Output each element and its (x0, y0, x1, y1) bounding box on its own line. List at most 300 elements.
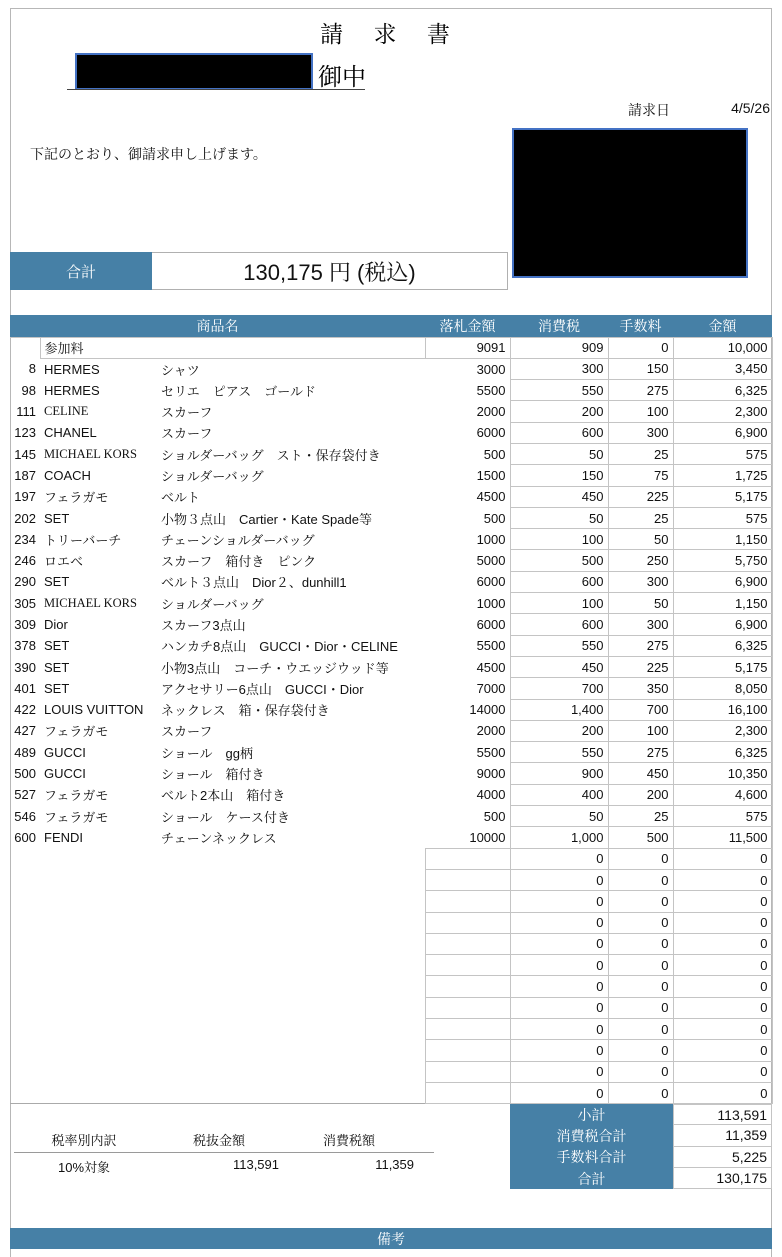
item-bid-amount (425, 933, 510, 954)
item-bid-amount: 5500 (476, 382, 506, 398)
item-desc (157, 955, 425, 976)
item-amount: 575 (673, 443, 772, 464)
item-row (10, 827, 772, 848)
item-bid-amount: 500 (483, 510, 506, 526)
item-amount: 0 (673, 891, 772, 912)
item-desc (157, 912, 425, 933)
item-bid-amount (425, 848, 510, 869)
item-bid-amount: 6000 (476, 617, 506, 632)
sender-redaction-box (512, 128, 748, 278)
item-no: 98 (21, 382, 36, 398)
empty-row (10, 848, 772, 869)
summary-row (510, 1168, 772, 1189)
item-tax: 900 (510, 763, 608, 784)
item-amount: 6,325 (673, 380, 772, 401)
item-desc: 小物３点山 Cartier・Kate Spade等 (161, 511, 372, 527)
item-no: 290 (14, 574, 36, 590)
item-amount: 0 (673, 1061, 772, 1082)
item-tax: 0 (510, 869, 608, 890)
item-bid-amount: 500 (483, 808, 506, 824)
item-amount: 0 (673, 869, 772, 890)
item-tax: 500 (510, 550, 608, 571)
item-tax: 0 (510, 848, 608, 869)
item-amount: 575 (673, 507, 772, 528)
item-amount: 6,900 (673, 614, 772, 635)
item-fee: 0 (608, 1019, 673, 1040)
item-brand (40, 955, 157, 976)
tax-breakdown-header-row (14, 1130, 434, 1153)
item-no: 489 (14, 744, 36, 760)
item-amount: 0 (673, 933, 772, 954)
tax-breakdown-value-row (14, 1153, 434, 1176)
item-no: 8 (28, 361, 36, 377)
item-no (10, 955, 40, 976)
item-fee: 0 (608, 1040, 673, 1061)
item-tax: 600 (510, 614, 608, 635)
item-row (10, 806, 772, 827)
item-amount: 4,600 (673, 784, 772, 805)
empty-row (10, 869, 772, 890)
item-fee: 275 (608, 635, 673, 656)
item-fee: 350 (608, 678, 673, 699)
empty-row (10, 1040, 772, 1061)
item-brand (40, 933, 157, 954)
empty-row (10, 955, 772, 976)
item-fee: 225 (608, 486, 673, 507)
item-amount: 2,300 (673, 720, 772, 741)
item-bid-amount: 14000 (469, 702, 506, 718)
item-tax: 600 (510, 571, 608, 592)
summary-value: 11,359 (673, 1125, 772, 1146)
item-amount: 3,450 (673, 358, 772, 379)
item-desc (157, 997, 425, 1018)
item-no (10, 1061, 40, 1082)
item-no (10, 848, 40, 869)
item-tax: 450 (510, 656, 608, 677)
item-desc (157, 848, 425, 869)
summary-value: 130,175 (673, 1168, 772, 1189)
item-desc (157, 1082, 425, 1103)
item-desc: ショルダーバッグ スト・保存袋付き (161, 447, 381, 463)
item-no (10, 337, 40, 358)
summary-label: 手数料合計 (510, 1147, 673, 1168)
item-tax: 300 (510, 358, 608, 379)
empty-row (10, 933, 772, 954)
item-brand (40, 1019, 157, 1040)
empty-row (10, 1082, 772, 1103)
item-tax: 0 (510, 976, 608, 997)
item-amount: 0 (673, 1019, 772, 1040)
item-fee: 700 (608, 699, 673, 720)
item-bid-amount: 1500 (476, 467, 506, 483)
total-banner-label: 合計 (10, 252, 152, 290)
item-fee: 200 (608, 784, 673, 805)
item-no (10, 1040, 40, 1061)
item-row (10, 422, 772, 443)
item-desc: ショルダーバッグ (161, 468, 264, 484)
summary-row (510, 1125, 772, 1146)
item-bid-amount: 6000 (476, 425, 506, 441)
summary-block (510, 1104, 772, 1189)
item-row (10, 486, 772, 507)
item-fee: 75 (608, 465, 673, 486)
item-bid-amount (425, 997, 510, 1018)
item-brand: フェラガモ (44, 809, 109, 825)
item-no (10, 976, 40, 997)
empty-row (10, 997, 772, 1018)
summary-row (510, 1104, 772, 1125)
item-fee: 0 (608, 891, 673, 912)
item-desc (157, 1019, 425, 1040)
item-no (10, 997, 40, 1018)
item-tax: 1,400 (510, 699, 608, 720)
item-brand: ロエベ (44, 554, 84, 570)
header-bid-amount: 落札金額 (425, 315, 510, 337)
item-desc: ベルト2本山 箱付き (161, 788, 286, 804)
item-fee: 0 (608, 1061, 673, 1082)
empty-row (10, 1019, 772, 1040)
item-tax: 550 (510, 635, 608, 656)
item-no: 246 (14, 553, 36, 569)
item-amount: 1,725 (673, 465, 772, 486)
item-row (10, 720, 772, 741)
item-fee: 275 (608, 742, 673, 763)
item-amount: 0 (673, 955, 772, 976)
item-amount: 0 (673, 1082, 772, 1103)
tax-rate-target: 10%対象 (57, 1160, 111, 1175)
item-fee: 0 (608, 848, 673, 869)
item-row (10, 784, 772, 805)
item-tax: 0 (510, 891, 608, 912)
item-brand: SET (44, 510, 70, 526)
header-item-name: 商品名 (10, 315, 425, 337)
item-no: 546 (14, 808, 36, 824)
item-amount: 0 (673, 848, 772, 869)
item-fee: 250 (608, 550, 673, 571)
item-bid-amount (425, 976, 510, 997)
item-no: 111 (16, 404, 36, 420)
item-no (10, 869, 40, 890)
item-desc: ハンカチ8点山 GUCCI・Dior・CELINE (161, 639, 398, 655)
item-bid-amount: 500 (483, 446, 506, 462)
item-amount: 5,175 (673, 486, 772, 507)
item-tax: 50 (510, 507, 608, 528)
item-desc: スカーフ3点山 (161, 618, 246, 633)
item-brand: SET (44, 659, 70, 675)
item-bid-amount: 2000 (476, 723, 506, 739)
item-row (10, 742, 772, 763)
empty-row (10, 976, 772, 997)
item-fee: 150 (608, 358, 673, 379)
item-row (10, 529, 772, 550)
item-tax: 50 (510, 443, 608, 464)
item-fee: 0 (608, 933, 673, 954)
item-fee: 25 (608, 806, 673, 827)
item-no (10, 1082, 40, 1103)
item-amount: 16,100 (673, 699, 772, 720)
item-amount: 8,050 (673, 678, 772, 699)
item-tax: 200 (510, 401, 608, 422)
item-tax: 909 (510, 337, 608, 358)
item-desc (157, 1061, 425, 1082)
item-no: 309 (14, 617, 36, 632)
item-brand: フェラガモ (44, 490, 109, 506)
item-no: 123 (14, 425, 36, 441)
item-no: 187 (14, 467, 36, 483)
item-desc (157, 976, 425, 997)
item-brand: Dior (44, 617, 68, 632)
summary-label: 消費税合計 (510, 1125, 673, 1146)
recipient-redaction-box (75, 53, 313, 90)
item-brand: COACH (44, 467, 91, 483)
item-row (10, 678, 772, 699)
item-row (10, 699, 772, 720)
item-row (10, 358, 772, 379)
item-no (10, 912, 40, 933)
item-no: 378 (14, 638, 36, 654)
item-amount: 6,325 (673, 742, 772, 763)
item-no: 145 (14, 446, 36, 462)
item-no: 500 (14, 766, 36, 782)
item-tax: 550 (510, 380, 608, 401)
item-desc: ベルト３点山 Dior２、dunhill1 (161, 575, 347, 591)
item-no: 305 (14, 595, 36, 611)
item-no (10, 891, 40, 912)
item-brand: LOUIS VUITTON (44, 702, 144, 718)
item-brand: MICHAEL KORS (44, 446, 137, 461)
item-fee: 0 (608, 955, 673, 976)
items-header-row (10, 315, 772, 337)
item-amount: 5,750 (673, 550, 772, 571)
summary-label: 合計 (510, 1168, 673, 1189)
item-desc: セリエ ピアス ゴールド (161, 383, 316, 399)
item-tax: 0 (510, 912, 608, 933)
item-fee: 0 (608, 976, 673, 997)
item-desc: チェーンショルダーバッグ (161, 532, 315, 548)
item-bid-amount (425, 912, 510, 933)
item-brand (40, 997, 157, 1018)
item-desc (157, 1040, 425, 1061)
tax-excluded-amount: 113,591 (232, 1157, 279, 1172)
item-fee: 50 (608, 593, 673, 614)
item-fee: 225 (608, 656, 673, 677)
item-desc: チェーンネックレス (161, 830, 277, 846)
item-fee: 0 (608, 337, 673, 358)
item-amount: 0 (673, 997, 772, 1018)
item-tax: 0 (510, 933, 608, 954)
item-fee: 100 (608, 401, 673, 422)
item-tax: 550 (510, 742, 608, 763)
item-brand: GUCCI (44, 744, 86, 760)
item-bid-amount: 4000 (476, 787, 506, 803)
item-row (10, 465, 772, 486)
summary-row (510, 1147, 772, 1168)
item-desc: スカーフ 箱付き ピンク (161, 554, 317, 570)
item-fee: 450 (608, 763, 673, 784)
item-tax: 450 (510, 486, 608, 507)
item-amount: 0 (673, 912, 772, 933)
item-fee: 0 (608, 1082, 673, 1103)
item-brand: CHANEL (44, 425, 97, 441)
item-brand: MICHAEL KORS (44, 595, 137, 610)
item-no: 234 (14, 531, 36, 547)
item-brand (40, 848, 157, 869)
item-no: 390 (14, 659, 36, 675)
item-bid-amount: 4500 (476, 489, 506, 505)
item-fee: 25 (608, 443, 673, 464)
item-brand (40, 1082, 157, 1103)
item-row (10, 635, 772, 656)
item-fee: 300 (608, 571, 673, 592)
item-tax: 0 (510, 1061, 608, 1082)
recipient-honorific: 御中 (318, 64, 366, 91)
item-tax: 700 (510, 678, 608, 699)
item-brand: SET (44, 638, 70, 654)
item-brand (40, 976, 157, 997)
item-tax: 50 (510, 806, 608, 827)
item-amount: 0 (673, 976, 772, 997)
item-bid-amount (425, 1061, 510, 1082)
item-row (10, 401, 772, 422)
item-desc: スカーフ (161, 426, 213, 442)
item-brand: SET (44, 574, 70, 590)
item-bid-amount (425, 1040, 510, 1061)
item-bid-amount: 4500 (476, 659, 506, 675)
item-row (10, 507, 772, 528)
item-row (10, 656, 772, 677)
item-bid-amount: 9091 (425, 337, 510, 358)
items-table (10, 315, 773, 1104)
empty-row (10, 1061, 772, 1082)
tax-amount: 11,359 (375, 1157, 414, 1172)
item-desc: スカーフ (161, 405, 213, 421)
item-amount: 1,150 (673, 529, 772, 550)
item-amount: 0 (673, 1040, 772, 1061)
item-desc: 小物3点山 コーチ・ウエッジウッド等 (161, 660, 389, 676)
item-no (10, 1019, 40, 1040)
header-fee: 手数料 (608, 315, 673, 337)
summary-value: 5,225 (673, 1147, 772, 1168)
item-bid-amount: 5500 (476, 744, 506, 760)
item-bid-amount (425, 1019, 510, 1040)
item-brand: フェラガモ (44, 788, 109, 804)
item-no (10, 933, 40, 954)
item-desc: ショルダーバッグ (161, 596, 264, 612)
item-fee: 0 (608, 869, 673, 890)
item-desc: ベルト (161, 490, 201, 506)
tax-breakdown-header: 税率別内訳 (51, 1133, 117, 1148)
item-desc: 参加料 (40, 337, 425, 358)
item-brand (40, 1040, 157, 1061)
item-amount: 10,000 (673, 337, 772, 358)
item-tax: 600 (510, 422, 608, 443)
item-fee: 275 (608, 380, 673, 401)
total-banner (10, 252, 508, 290)
item-no: 422 (14, 702, 36, 718)
item-tax: 0 (510, 997, 608, 1018)
item-row (10, 593, 772, 614)
item-tax: 200 (510, 720, 608, 741)
item-bid-amount: 2000 (476, 404, 506, 420)
item-brand (40, 912, 157, 933)
item-desc (157, 869, 425, 890)
item-bid-amount: 6000 (476, 574, 506, 590)
item-tax: 150 (510, 465, 608, 486)
tax-breakdown-header: 税抜金額 (192, 1133, 245, 1148)
item-row (10, 337, 772, 358)
total-banner-value: 130,175 円 (税込) (152, 252, 508, 290)
item-desc (157, 891, 425, 912)
item-no: 401 (14, 680, 36, 696)
item-fee: 100 (608, 720, 673, 741)
item-bid-amount (425, 955, 510, 976)
item-tax: 100 (510, 529, 608, 550)
item-no: 202 (14, 510, 36, 526)
item-row (10, 571, 772, 592)
item-row (10, 380, 772, 401)
tax-breakdown-header: 消費税額 (322, 1133, 375, 1148)
item-desc: ショール gg柄 (161, 745, 253, 761)
item-bid-amount: 1000 (476, 595, 506, 611)
item-brand: FENDI (44, 829, 83, 845)
item-bid-amount: 5500 (476, 638, 506, 654)
item-no: 600 (14, 829, 36, 845)
item-bid-amount (425, 869, 510, 890)
greeting-text: 下記のとおり、御請求申し上げます。 (30, 146, 267, 162)
item-fee: 300 (608, 422, 673, 443)
item-tax: 0 (510, 1019, 608, 1040)
item-fee: 0 (608, 997, 673, 1018)
item-brand: フェラガモ (44, 724, 109, 740)
item-brand (40, 869, 157, 890)
item-brand: トリーバーチ (44, 532, 122, 548)
item-row (10, 614, 772, 635)
item-desc: ショール ケース付き (161, 809, 290, 825)
item-amount: 11,500 (673, 827, 772, 848)
item-brand (40, 1061, 157, 1082)
invoice-date-label: 請求日 (628, 102, 670, 118)
item-fee: 50 (608, 529, 673, 550)
tax-breakdown (14, 1130, 434, 1176)
invoice-date-value: 4/5/26 (731, 100, 770, 116)
item-desc: ネックレス 箱・保存袋付き (161, 703, 330, 719)
item-amount: 2,300 (673, 401, 772, 422)
item-fee: 0 (608, 912, 673, 933)
item-amount: 575 (673, 806, 772, 827)
remarks-bar: 備考 (10, 1228, 772, 1249)
item-tax: 400 (510, 784, 608, 805)
item-amount: 10,350 (673, 763, 772, 784)
item-bid-amount: 5000 (476, 553, 506, 569)
empty-row (10, 891, 772, 912)
item-fee: 500 (608, 827, 673, 848)
item-brand (40, 891, 157, 912)
summary-label: 小計 (510, 1104, 673, 1125)
recipient-underline (67, 89, 365, 90)
summary-value: 113,591 (673, 1104, 772, 1125)
item-bid-amount: 9000 (476, 766, 506, 782)
item-bid-amount (425, 891, 510, 912)
item-tax: 1,000 (510, 827, 608, 848)
item-amount: 6,900 (673, 422, 772, 443)
empty-row (10, 912, 772, 933)
item-amount: 6,900 (673, 571, 772, 592)
item-fee: 300 (608, 614, 673, 635)
item-desc: ショール 箱付き (161, 767, 265, 783)
item-desc: スカーフ (161, 724, 213, 740)
item-bid-amount: 3000 (476, 361, 506, 377)
item-amount: 1,150 (673, 593, 772, 614)
